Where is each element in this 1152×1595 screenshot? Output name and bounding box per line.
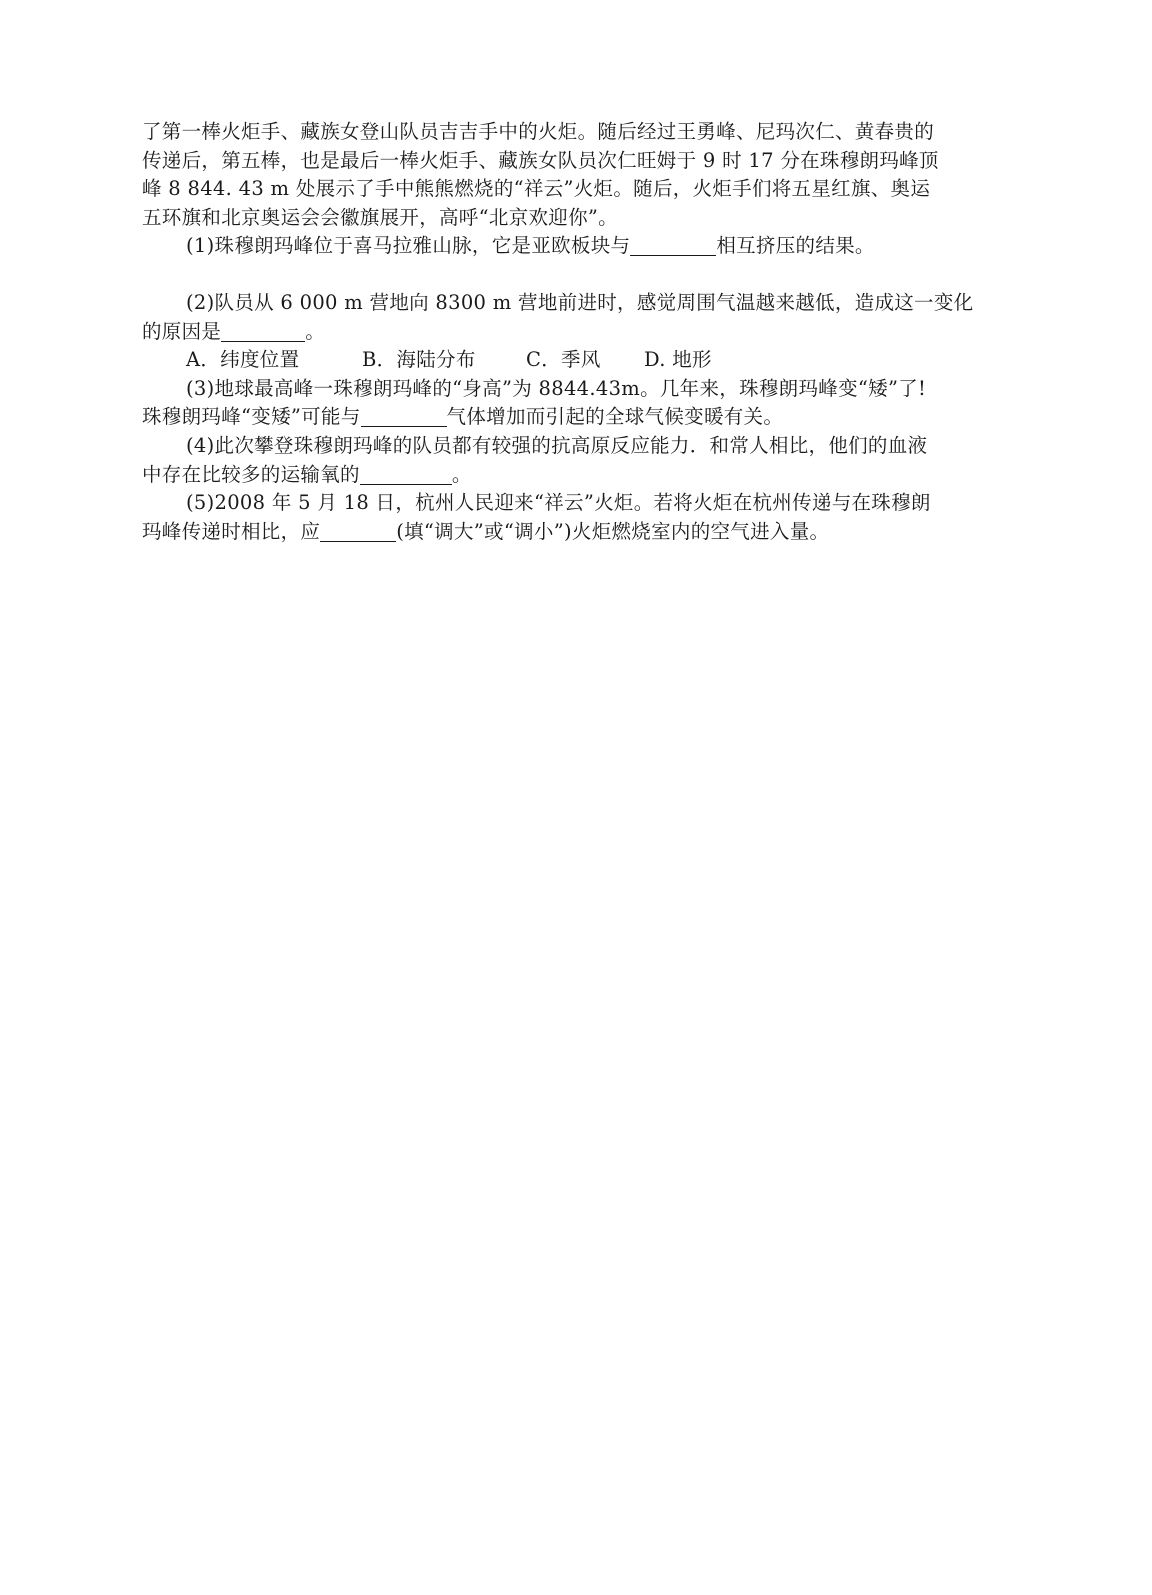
question-text: 。 — [451, 462, 472, 486]
question-line: (2)队员从 6 000 m 营地向 8300 m 营地前进时，感觉周围气温越来越低，造成这一变化 — [186, 290, 974, 314]
question-text: 气体增加而引起的全球气候变暖有关。 — [446, 405, 784, 429]
choice-options — [142, 346, 1012, 375]
question-line: (3)地球最高峰一珠穆朗玛峰的“身高”为 8844.43m。几年来，珠穆朗玛峰变“矮”了! — [186, 376, 927, 400]
answer-blank[interactable] — [320, 519, 396, 542]
option-c[interactable]: C．季风 — [526, 348, 601, 372]
passage-line: 峰 8 844. 43 m 处展示了手中熊熊燃烧的“祥云”火炬。随后，火炬手们将五星红旗、奥运 — [142, 177, 931, 201]
question-3 — [142, 375, 1012, 432]
spacer — [142, 261, 1012, 289]
question-text: 玛峰传递时相比，应 — [142, 519, 321, 543]
question-line — [142, 518, 1012, 547]
question-text: 的原因是 — [142, 319, 222, 343]
question-4 — [142, 432, 1012, 489]
answer-blank[interactable] — [630, 233, 716, 256]
question-line — [142, 232, 1012, 261]
passage-line: 五环旗和北京奥运会会徽旗展开，高呼“北京欢迎你”。 — [142, 205, 618, 229]
question-text: 珠穆朗玛峰“变矮”可能与 — [142, 405, 361, 429]
option-d[interactable]: D. 地形 — [644, 348, 712, 372]
passage-line: 了第一棒火炬手、藏族女登山队员吉吉手中的火炬。随后经过王勇峰、尼玛次仁、黄春贵的 — [142, 120, 935, 143]
question-2 — [142, 289, 1012, 375]
question-line: (5)2008 年 5 月 18 日，杭州人民迎来“祥云”火炬。若将火炬在杭州传递与在珠穆朗 — [186, 491, 931, 515]
question-text: (填“调大”或“调小”)火炬燃烧室内的空气进入量。 — [396, 519, 830, 543]
answer-blank[interactable] — [360, 462, 452, 485]
answer-blank[interactable] — [361, 404, 447, 427]
passage — [142, 118, 1012, 232]
question-1 — [142, 232, 1012, 261]
question-text: (1)珠穆朗玛峰位于喜马拉雅山脉，它是亚欧板块与 — [186, 234, 631, 258]
answer-blank[interactable] — [221, 319, 305, 342]
question-line — [142, 403, 1012, 432]
question-text: 相互挤压的结果。 — [716, 234, 875, 258]
question-text: 中存在比较多的运输氧的 — [142, 462, 360, 486]
question-5 — [142, 489, 1012, 546]
question-line — [142, 461, 1012, 490]
passage-line: 传递后，第五棒，也是最后一棒火炬手、藏族女队员次仁旺姆于 9 时 17 分在珠穆朗玛峰顶 — [142, 148, 939, 172]
document-page — [142, 118, 1012, 546]
option-b[interactable]: B．海陆分布 — [362, 348, 476, 372]
question-line — [142, 318, 1012, 347]
question-text: 。 — [305, 319, 326, 343]
option-a[interactable]: A．纬度位置 — [186, 348, 300, 372]
question-line: (4)此次攀登珠穆朗玛峰的队员都有较强的抗高原反应能力．和常人相比，他们的血液 — [186, 433, 928, 457]
